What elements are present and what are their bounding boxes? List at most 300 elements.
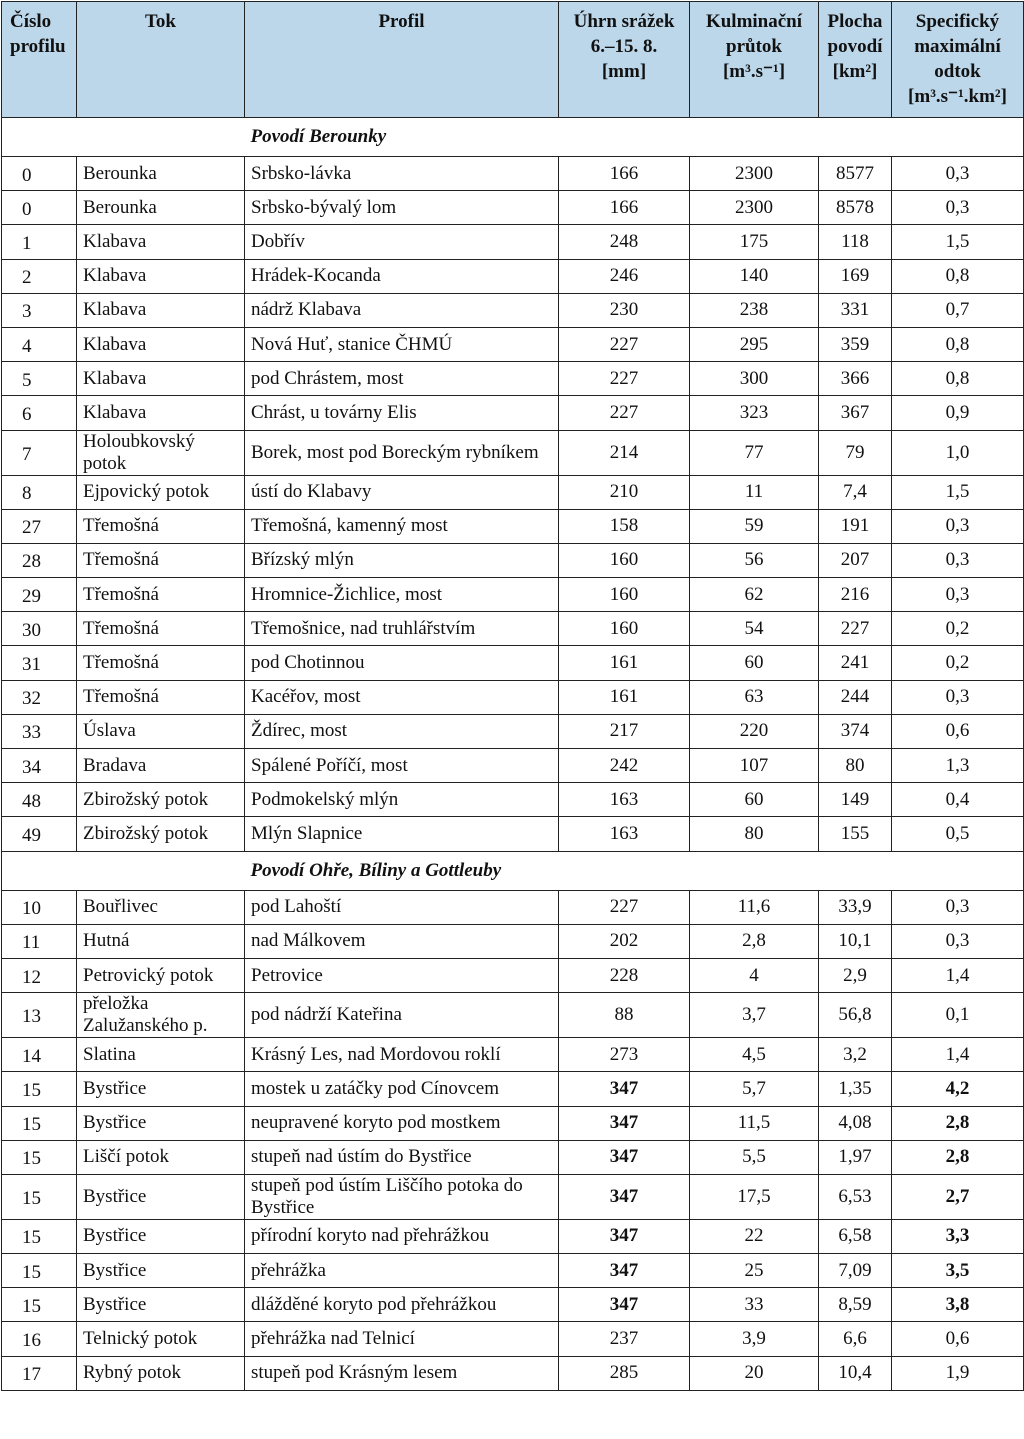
cell-cislo-profilu: 2 [2, 259, 77, 293]
section-spacer [77, 118, 245, 157]
cell-profil: Ždírec, most [245, 714, 559, 748]
table-row [2, 225, 1024, 259]
cell-prutok: 4,5 [690, 1038, 819, 1072]
cell-odtok: 1,9 [892, 1356, 1024, 1390]
cell-profil: Srbsko-bývalý lom [245, 191, 559, 225]
cell-prutok: 22 [690, 1219, 819, 1253]
cell-srazky: 217 [559, 714, 690, 748]
section-spacer [2, 118, 77, 157]
cell-srazky: 158 [559, 509, 690, 543]
cell-odtok: 2,8 [892, 1140, 1024, 1174]
cell-cislo-profilu: 5 [2, 362, 77, 396]
cell-prutok: 300 [690, 362, 819, 396]
table-row [2, 612, 1024, 646]
cell-cislo-profilu: 11 [2, 924, 77, 958]
cell-profil: pod Chrástem, most [245, 362, 559, 396]
section-spacer [2, 851, 77, 890]
table-row [2, 1106, 1024, 1140]
cell-cislo-profilu: 15 [2, 1288, 77, 1322]
cell-prutok: 20 [690, 1356, 819, 1390]
cell-odtok: 3,5 [892, 1254, 1024, 1288]
cell-prutok: 5,5 [690, 1140, 819, 1174]
cell-odtok: 0,3 [892, 509, 1024, 543]
cell-cislo-profilu: 15 [2, 1254, 77, 1288]
cell-plocha: 367 [819, 396, 892, 430]
cell-odtok: 0,1 [892, 993, 1024, 1038]
cell-tok: Bystřice [77, 1072, 245, 1106]
cell-srazky: 273 [559, 1038, 690, 1072]
cell-tok: Berounka [77, 191, 245, 225]
section-spacer [77, 851, 245, 890]
header-tok: Tok [77, 2, 245, 118]
cell-prutok: 323 [690, 396, 819, 430]
cell-odtok: 0,3 [892, 578, 1024, 612]
cell-profil: Podmokelský mlýn [245, 783, 559, 817]
cell-cislo-profilu: 16 [2, 1322, 77, 1356]
cell-prutok: 2300 [690, 191, 819, 225]
cell-tok: Klabava [77, 362, 245, 396]
cell-srazky: 160 [559, 543, 690, 577]
cell-cislo-profilu: 15 [2, 1106, 77, 1140]
cell-prutok: 60 [690, 783, 819, 817]
cell-plocha: 4,08 [819, 1106, 892, 1140]
cell-plocha: 227 [819, 612, 892, 646]
flood-profile-table [1, 1, 1024, 1391]
cell-plocha: 207 [819, 543, 892, 577]
cell-prutok: 11,5 [690, 1106, 819, 1140]
cell-tok: Berounka [77, 157, 245, 191]
table-row [2, 993, 1024, 1038]
cell-cislo-profilu: 15 [2, 1174, 77, 1219]
cell-srazky: 230 [559, 293, 690, 327]
cell-plocha: 8578 [819, 191, 892, 225]
cell-plocha: 155 [819, 817, 892, 851]
cell-srazky: 246 [559, 259, 690, 293]
cell-odtok: 0,5 [892, 817, 1024, 851]
cell-profil: pod nádrží Kateřina [245, 993, 559, 1038]
cell-profil: Břízský mlýn [245, 543, 559, 577]
cell-odtok: 2,8 [892, 1106, 1024, 1140]
table-row [2, 1072, 1024, 1106]
table-row [2, 749, 1024, 783]
cell-srazky: 166 [559, 191, 690, 225]
cell-cislo-profilu: 0 [2, 191, 77, 225]
cell-tok: Ejpovický potok [77, 475, 245, 509]
section-header-row [2, 851, 1024, 890]
cell-tok: Bystřice [77, 1219, 245, 1253]
cell-odtok: 0,3 [892, 543, 1024, 577]
cell-profil: přehrážka nad Telnicí [245, 1322, 559, 1356]
cell-plocha: 216 [819, 578, 892, 612]
header-profil: Profil [245, 2, 559, 118]
cell-plocha: 1,35 [819, 1072, 892, 1106]
cell-tok: Bystřice [77, 1288, 245, 1322]
cell-srazky: 347 [559, 1072, 690, 1106]
header-kulm-line2: průtok [726, 36, 782, 57]
cell-profil: přehrážka [245, 1254, 559, 1288]
table-row [2, 1140, 1024, 1174]
header-plocha-povodi [819, 2, 892, 118]
cell-profil: Chrást, u továrny Elis [245, 396, 559, 430]
cell-profil: Borek, most pod Boreckým rybníkem [245, 430, 559, 475]
cell-plocha: 10,4 [819, 1356, 892, 1390]
header-srazky-line3: [mm] [601, 61, 647, 82]
cell-profil: Hromnice-Žichlice, most [245, 578, 559, 612]
table-row [2, 783, 1024, 817]
cell-cislo-profilu: 0 [2, 157, 77, 191]
header-srazky-line2: 6.–15. 8. [590, 36, 658, 57]
cell-cislo-profilu: 32 [2, 680, 77, 714]
table-header-row [2, 2, 1024, 118]
cell-profil: Hrádek-Kocanda [245, 259, 559, 293]
cell-tok: Holoubkovský potok [77, 430, 245, 475]
cell-cislo-profilu: 34 [2, 749, 77, 783]
table-row [2, 1356, 1024, 1390]
header-plocha-unit: [km²] [832, 61, 878, 82]
cell-srazky: 214 [559, 430, 690, 475]
cell-srazky: 161 [559, 646, 690, 680]
cell-cislo-profilu: 7 [2, 430, 77, 475]
cell-tok: Hutná [77, 924, 245, 958]
cell-plocha: 169 [819, 259, 892, 293]
section-title: Povodí Berounky [245, 118, 1024, 157]
cell-srazky: 248 [559, 225, 690, 259]
table-row [2, 509, 1024, 543]
cell-srazky: 347 [559, 1140, 690, 1174]
cell-profil: neupravené koryto pod mostkem [245, 1106, 559, 1140]
cell-profil: Srbsko-lávka [245, 157, 559, 191]
cell-plocha: 6,58 [819, 1219, 892, 1253]
header-uhrn-srazek [559, 2, 690, 118]
cell-odtok: 1,5 [892, 225, 1024, 259]
cell-profil: pod Lahoští [245, 890, 559, 924]
cell-tok: Bystřice [77, 1174, 245, 1219]
cell-prutok: 4 [690, 958, 819, 992]
cell-prutok: 2300 [690, 157, 819, 191]
cell-odtok: 0,2 [892, 646, 1024, 680]
cell-tok: Slatina [77, 1038, 245, 1072]
cell-odtok: 0,9 [892, 396, 1024, 430]
table-row [2, 293, 1024, 327]
header-kulminacni-prutok [690, 2, 819, 118]
cell-tok: Klabava [77, 293, 245, 327]
cell-prutok: 11 [690, 475, 819, 509]
cell-prutok: 238 [690, 293, 819, 327]
table-row [2, 1254, 1024, 1288]
cell-profil: nádrž Klabava [245, 293, 559, 327]
cell-profil: Nová Huť, stanice ČHMÚ [245, 327, 559, 361]
cell-cislo-profilu: 48 [2, 783, 77, 817]
cell-plocha: 241 [819, 646, 892, 680]
header-spec-line1: Specifický [915, 11, 1000, 32]
cell-tok: Klabava [77, 327, 245, 361]
cell-cislo-profilu: 14 [2, 1038, 77, 1072]
cell-plocha: 6,6 [819, 1322, 892, 1356]
cell-cislo-profilu: 31 [2, 646, 77, 680]
cell-profil: Mlýn Slapnice [245, 817, 559, 851]
header-spec-line3: odtok [934, 61, 981, 82]
cell-cislo-profilu: 15 [2, 1072, 77, 1106]
cell-odtok: 0,3 [892, 191, 1024, 225]
cell-tok: Třemošná [77, 680, 245, 714]
cell-srazky: 163 [559, 817, 690, 851]
table-row [2, 1174, 1024, 1219]
cell-odtok: 0,6 [892, 714, 1024, 748]
cell-plocha: 1,97 [819, 1140, 892, 1174]
table-row [2, 362, 1024, 396]
cell-profil: Krásný Les, nad Mordovou roklí [245, 1038, 559, 1072]
cell-plocha: 56,8 [819, 993, 892, 1038]
cell-cislo-profilu: 49 [2, 817, 77, 851]
cell-tok: Úslava [77, 714, 245, 748]
table-row [2, 157, 1024, 191]
cell-srazky: 227 [559, 890, 690, 924]
table-row [2, 327, 1024, 361]
section-header-row [2, 118, 1024, 157]
header-spec-line2: maximální [914, 36, 1001, 57]
cell-profil: nad Málkovem [245, 924, 559, 958]
cell-prutok: 3,7 [690, 993, 819, 1038]
cell-odtok: 0,7 [892, 293, 1024, 327]
cell-tok: Klabava [77, 225, 245, 259]
cell-srazky: 160 [559, 578, 690, 612]
cell-tok: Liščí potok [77, 1140, 245, 1174]
header-specificky-odtok [892, 2, 1024, 118]
cell-tok: Třemošná [77, 612, 245, 646]
cell-prutok: 175 [690, 225, 819, 259]
cell-prutok: 63 [690, 680, 819, 714]
table-row [2, 396, 1024, 430]
cell-prutok: 25 [690, 1254, 819, 1288]
cell-srazky: 210 [559, 475, 690, 509]
cell-odtok: 0,6 [892, 1322, 1024, 1356]
cell-tok: Bouřlivec [77, 890, 245, 924]
cell-prutok: 11,6 [690, 890, 819, 924]
cell-prutok: 107 [690, 749, 819, 783]
cell-plocha: 8577 [819, 157, 892, 191]
cell-odtok: 0,2 [892, 612, 1024, 646]
table-row [2, 475, 1024, 509]
table-row [2, 646, 1024, 680]
cell-plocha: 6,53 [819, 1174, 892, 1219]
cell-srazky: 161 [559, 680, 690, 714]
cell-srazky: 347 [559, 1288, 690, 1322]
header-kulm-unit: [m³.s⁻¹] [722, 61, 786, 82]
table-body [2, 118, 1024, 1391]
cell-cislo-profilu: 6 [2, 396, 77, 430]
cell-plocha: 3,2 [819, 1038, 892, 1072]
table-row [2, 191, 1024, 225]
cell-odtok: 0,4 [892, 783, 1024, 817]
cell-plocha: 33,9 [819, 890, 892, 924]
header-kulm-line1: Kulminační [705, 11, 803, 32]
header-cislo-profilu: Číslo profilu [2, 2, 77, 118]
cell-tok: Třemošná [77, 543, 245, 577]
header-srazky-line1: Úhrn srážek [573, 11, 675, 32]
table-row [2, 714, 1024, 748]
cell-plocha: 366 [819, 362, 892, 396]
header-plocha-line1: Plocha [827, 11, 883, 32]
cell-profil: Třemošná, kamenný most [245, 509, 559, 543]
cell-tok: přeložka Zalužanského p. [77, 993, 245, 1038]
cell-cislo-profilu: 15 [2, 1140, 77, 1174]
cell-odtok: 1,0 [892, 430, 1024, 475]
table-row [2, 543, 1024, 577]
table-row [2, 259, 1024, 293]
cell-tok: Třemošná [77, 646, 245, 680]
cell-prutok: 56 [690, 543, 819, 577]
cell-srazky: 347 [559, 1174, 690, 1219]
cell-srazky: 166 [559, 157, 690, 191]
cell-tok: Zbirožský potok [77, 817, 245, 851]
cell-tok: Telnický potok [77, 1322, 245, 1356]
cell-profil: stupeň pod Krásným lesem [245, 1356, 559, 1390]
cell-plocha: 359 [819, 327, 892, 361]
cell-tok: Rybný potok [77, 1356, 245, 1390]
cell-odtok: 1,4 [892, 1038, 1024, 1072]
table-row [2, 1288, 1024, 1322]
table-row [2, 817, 1024, 851]
cell-odtok: 0,3 [892, 157, 1024, 191]
cell-prutok: 77 [690, 430, 819, 475]
cell-profil: pod Chotinnou [245, 646, 559, 680]
cell-srazky: 227 [559, 396, 690, 430]
cell-plocha: 8,59 [819, 1288, 892, 1322]
cell-plocha: 244 [819, 680, 892, 714]
cell-tok: Klabava [77, 259, 245, 293]
table-row [2, 430, 1024, 475]
cell-profil: dlážděné koryto pod přehrážkou [245, 1288, 559, 1322]
cell-profil: mostek u zatáčky pod Cínovcem [245, 1072, 559, 1106]
cell-profil: Třemošnice, nad truhlářstvím [245, 612, 559, 646]
cell-prutok: 2,8 [690, 924, 819, 958]
cell-plocha: 80 [819, 749, 892, 783]
cell-cislo-profilu: 17 [2, 1356, 77, 1390]
header-spec-unit: [m³.s⁻¹.km²] [908, 86, 1007, 107]
cell-tok: Zbirožský potok [77, 783, 245, 817]
table-row [2, 1219, 1024, 1253]
table-row [2, 1322, 1024, 1356]
cell-prutok: 54 [690, 612, 819, 646]
cell-cislo-profilu: 33 [2, 714, 77, 748]
cell-prutok: 3,9 [690, 1322, 819, 1356]
cell-srazky: 347 [559, 1106, 690, 1140]
cell-tok: Třemošná [77, 578, 245, 612]
cell-tok: Bystřice [77, 1254, 245, 1288]
cell-srazky: 88 [559, 993, 690, 1038]
section-title: Povodí Ohře, Bíliny a Gottleuby [245, 851, 1024, 890]
cell-odtok: 1,4 [892, 958, 1024, 992]
cell-cislo-profilu: 8 [2, 475, 77, 509]
cell-cislo-profilu: 28 [2, 543, 77, 577]
cell-profil: přírodní koryto nad přehrážkou [245, 1219, 559, 1253]
cell-plocha: 2,9 [819, 958, 892, 992]
cell-srazky: 227 [559, 362, 690, 396]
table-row [2, 680, 1024, 714]
cell-tok: Klabava [77, 396, 245, 430]
cell-cislo-profilu: 12 [2, 958, 77, 992]
cell-srazky: 347 [559, 1219, 690, 1253]
cell-profil: Kacéřov, most [245, 680, 559, 714]
cell-plocha: 331 [819, 293, 892, 327]
cell-odtok: 3,8 [892, 1288, 1024, 1322]
cell-odtok: 2,7 [892, 1174, 1024, 1219]
cell-srazky: 242 [559, 749, 690, 783]
cell-tok: Bradava [77, 749, 245, 783]
cell-cislo-profilu: 4 [2, 327, 77, 361]
table-row [2, 958, 1024, 992]
cell-prutok: 59 [690, 509, 819, 543]
cell-profil: stupeň pod ústím Liščího potoka do Bystřice [245, 1174, 559, 1219]
cell-prutok: 5,7 [690, 1072, 819, 1106]
cell-prutok: 295 [690, 327, 819, 361]
cell-profil: Spálené Poříčí, most [245, 749, 559, 783]
cell-cislo-profilu: 15 [2, 1219, 77, 1253]
cell-srazky: 228 [559, 958, 690, 992]
cell-prutok: 17,5 [690, 1174, 819, 1219]
cell-srazky: 347 [559, 1254, 690, 1288]
cell-plocha: 149 [819, 783, 892, 817]
cell-odtok: 0,3 [892, 890, 1024, 924]
cell-cislo-profilu: 29 [2, 578, 77, 612]
cell-profil: Petrovice [245, 958, 559, 992]
cell-odtok: 1,3 [892, 749, 1024, 783]
cell-cislo-profilu: 30 [2, 612, 77, 646]
cell-plocha: 79 [819, 430, 892, 475]
cell-odtok: 3,3 [892, 1219, 1024, 1253]
cell-cislo-profilu: 13 [2, 993, 77, 1038]
cell-prutok: 33 [690, 1288, 819, 1322]
cell-profil: Dobřív [245, 225, 559, 259]
cell-srazky: 227 [559, 327, 690, 361]
cell-srazky: 160 [559, 612, 690, 646]
cell-tok: Bystřice [77, 1106, 245, 1140]
cell-tok: Třemošná [77, 509, 245, 543]
cell-srazky: 163 [559, 783, 690, 817]
cell-profil: ústí do Klabavy [245, 475, 559, 509]
cell-tok: Petrovický potok [77, 958, 245, 992]
cell-cislo-profilu: 10 [2, 890, 77, 924]
cell-odtok: 0,3 [892, 924, 1024, 958]
cell-cislo-profilu: 3 [2, 293, 77, 327]
table-row [2, 924, 1024, 958]
cell-profil: stupeň nad ústím do Bystřice [245, 1140, 559, 1174]
cell-cislo-profilu: 1 [2, 225, 77, 259]
cell-odtok: 0,8 [892, 259, 1024, 293]
cell-plocha: 7,4 [819, 475, 892, 509]
header-plocha-line2: povodí [827, 36, 883, 57]
cell-prutok: 80 [690, 817, 819, 851]
cell-odtok: 0,8 [892, 362, 1024, 396]
cell-prutok: 220 [690, 714, 819, 748]
table-row [2, 578, 1024, 612]
cell-cislo-profilu: 27 [2, 509, 77, 543]
table-row [2, 1038, 1024, 1072]
cell-odtok: 0,3 [892, 680, 1024, 714]
cell-prutok: 60 [690, 646, 819, 680]
table-row [2, 890, 1024, 924]
cell-srazky: 202 [559, 924, 690, 958]
cell-plocha: 7,09 [819, 1254, 892, 1288]
cell-plocha: 191 [819, 509, 892, 543]
cell-plocha: 374 [819, 714, 892, 748]
cell-srazky: 237 [559, 1322, 690, 1356]
cell-srazky: 285 [559, 1356, 690, 1390]
cell-odtok: 1,5 [892, 475, 1024, 509]
cell-plocha: 118 [819, 225, 892, 259]
cell-prutok: 62 [690, 578, 819, 612]
cell-prutok: 140 [690, 259, 819, 293]
